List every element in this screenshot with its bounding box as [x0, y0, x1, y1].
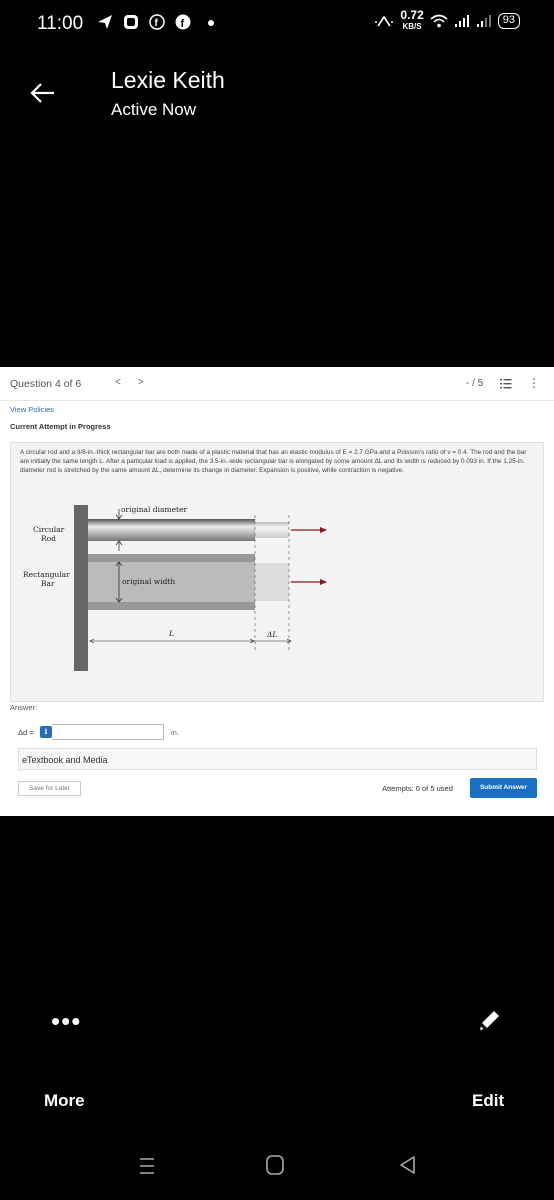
- wifi-icon: [430, 14, 448, 28]
- rod-extension: [255, 522, 289, 538]
- status-time: 11:00: [37, 13, 84, 34]
- view-policies-link[interactable]: View Policies: [10, 405, 55, 414]
- back-triangle-icon[interactable]: [398, 1155, 416, 1175]
- prev-question-button[interactable]: <: [115, 377, 121, 388]
- more-dots-icon[interactable]: •••: [51, 1006, 82, 1036]
- status-right: [374, 10, 520, 32]
- attempt-status: Current Attempt in Progress: [10, 422, 111, 431]
- original-width-label: original width: [122, 577, 176, 586]
- attempts-counter: Attempts: 0 of 5 used: [382, 784, 453, 793]
- signal-icon: [476, 14, 492, 28]
- kebab-menu-icon[interactable]: ⋮: [528, 376, 540, 390]
- answer-input[interactable]: [52, 724, 164, 740]
- facebook-icon: [149, 14, 165, 30]
- speed-unit: KB/S: [402, 22, 422, 31]
- edit-button[interactable]: Edit: [472, 1091, 505, 1110]
- dot-icon: [201, 14, 217, 30]
- notification-icons: [97, 14, 217, 30]
- info-icon[interactable]: i: [40, 726, 52, 738]
- bar-extension: [255, 563, 289, 601]
- svg-text:f: f: [154, 18, 158, 29]
- score-label: - / 5: [466, 378, 484, 389]
- send-icon: [97, 14, 113, 30]
- answer-label: Answer:: [10, 703, 38, 712]
- answer-row: [18, 724, 179, 740]
- battery-indicator: 93: [498, 13, 520, 29]
- bar-top-edge: [88, 554, 255, 562]
- network-speed: [400, 10, 423, 32]
- rod-bar-diagram: [11, 503, 545, 703]
- back-arrow-icon[interactable]: [30, 80, 56, 106]
- delta-length-label: ΔL: [267, 630, 278, 639]
- status-bar: [0, 0, 554, 50]
- etextbook-section[interactable]: eTextbook and Media: [18, 748, 537, 770]
- length-label: L: [169, 629, 174, 638]
- recent-apps-icon[interactable]: [137, 1156, 157, 1176]
- answer-field-label: Δd =: [18, 727, 34, 737]
- contact-status: Active Now: [111, 100, 197, 119]
- next-question-button[interactable]: >: [137, 377, 144, 388]
- home-icon[interactable]: [264, 1154, 286, 1176]
- fixed-wall: [74, 505, 88, 671]
- problem-text: A circular rod and a 3/8-in.-thick rectangular bar are both made of a plastic material that has an elastic modulus of E = 2.7 GPa and a Poisson's ratio of ν = 0.4. The rod and the bar are initially the same length L. After a particular load is applied, the 3.5-in.-wide rectangular bar is elongated by some amount ΔL and its width is reduced by 0.093 in. If the 1.25-in. diameter rod is stretched by the same amount ΔL, determine its change in diameter. Expansion is positive, while contraction is negative.: [20, 449, 527, 475]
- question-bar: [0, 367, 554, 401]
- data-transfer-icon: [374, 14, 394, 28]
- answer-unit: in.: [171, 727, 179, 737]
- svg-text:f: f: [180, 18, 185, 30]
- shared-screenshot[interactable]: [0, 367, 554, 816]
- save-for-later-button[interactable]: Save for Later: [18, 781, 81, 796]
- original-diameter-label: original diameter: [121, 505, 188, 514]
- rod-label: Rod: [41, 534, 56, 543]
- list-icon[interactable]: [500, 378, 512, 389]
- rectangular-label: Rectangular: [23, 570, 70, 579]
- more-button[interactable]: More: [44, 1091, 85, 1110]
- submit-answer-button[interactable]: Submit Answer: [470, 778, 537, 798]
- pencil-icon[interactable]: [476, 1008, 502, 1034]
- bar-label: Bar: [41, 579, 55, 588]
- signal-icon: [454, 14, 470, 28]
- contact-name: Lexie Keith: [111, 67, 225, 93]
- circular-label: Circular: [33, 525, 65, 534]
- circular-rod: [88, 519, 255, 541]
- messenger-icon: [123, 14, 139, 30]
- speed-value: 0.72: [400, 8, 424, 22]
- question-label: Question 4 of 6: [10, 378, 82, 390]
- system-nav-bar: [0, 1140, 554, 1200]
- question-nav: [115, 377, 144, 388]
- facebook-icon: [175, 14, 191, 30]
- problem-box: [10, 442, 544, 702]
